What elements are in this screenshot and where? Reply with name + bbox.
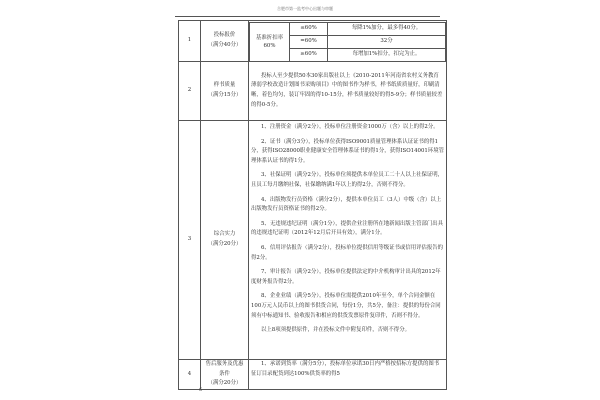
- bid-tier-row: [250, 22, 446, 35]
- row-index: 2: [179, 62, 201, 121]
- criterion-name: 投标报价: [213, 32, 236, 39]
- detail-paragraph: 6、信用评估报告（满分2分），投标单位提供信用等级证书或信用评估报告的得2分。: [251, 244, 444, 261]
- criterion-score: （满分20分）: [207, 241, 242, 247]
- detail-paragraph: 7、审计报告（满分2分），投标单位提供法定的中介机构审计出具的2012年度财务报告得2分。: [251, 269, 441, 285]
- criterion-name: 综合实力: [213, 231, 236, 238]
- detail-paragraph: 2、证书（满分3分），投标单位获得ISO9001质量管理体系认证证书的得1分，获得ISO28000职业健康安全管理体系证书的得1分，获得ISO14001环境管理体系认证书的得1分。: [251, 138, 444, 164]
- criterion-score: （满分15分）: [207, 92, 242, 98]
- row-detail: [249, 62, 447, 121]
- tier-rule: 每增加1%扣分，扣完为止。: [328, 48, 446, 61]
- table-row: [179, 62, 447, 121]
- page-number: 6: [199, 387, 203, 393]
- criterion-name: 样书质量: [213, 82, 236, 89]
- detail-paragraph: 4、出版物发行员资格（满分2分），提供本单位员工（3人）中级（含）以上出版物发行员资格证书的得2分。: [251, 196, 442, 213]
- header-rule: [175, 16, 440, 17]
- row-index: 4: [179, 360, 201, 390]
- row-detail: [249, 121, 447, 360]
- row-index: 3: [179, 121, 201, 360]
- tier-rule: 每降1%加分，最多得40分。: [328, 22, 446, 35]
- table-row: [179, 21, 447, 62]
- detail-paragraph: 5、无违规违纪证明（满分1分），提供企业注册所在地新闻出版主管部门出具的违规违纪证明（2012年12月后开具有效），满分1分。: [251, 220, 444, 237]
- detail-paragraph: 3、社保证明（满分2分），投标单位须提供本单位员工二十人以上社保证明，且员工每月缴纳社保，社保缴纳满1年以上的得2分，否则不得分。: [251, 172, 444, 188]
- detail-paragraph: 1、承诺到货率（满分5分），投标单位承诺30日内严格按招标方提供的图书征订目录配货到达100%供货率的得5: [251, 361, 440, 377]
- row-criterion: [201, 121, 249, 360]
- tier-condition: ≥60%: [290, 48, 328, 61]
- tier-rule: 32分: [328, 35, 446, 48]
- row-index: 1: [179, 21, 201, 62]
- row-criterion: [201, 62, 249, 121]
- table-row: [179, 121, 447, 360]
- discount-label: 基准折扣率60%: [250, 22, 290, 61]
- row-detail: [249, 21, 447, 62]
- row-criterion: [201, 21, 249, 62]
- tier-condition: ≤60%: [290, 22, 328, 35]
- criterion-score: （满分40分）: [207, 42, 242, 48]
- row-detail: [249, 360, 447, 390]
- bid-price-grid: [249, 22, 446, 61]
- table-row: [179, 360, 447, 390]
- detail-paragraph: 8、企业业绩（满分5分），投标单位需提供2010年至今，单个合同金额在100万元人民币以上的图书供货合同，每份1分，共5分，备注：提供的每份合同须有中标通知书、验收报告和相应的供货发票原件复印件，否则不得分。: [251, 293, 441, 319]
- detail-paragraph: 1、注册资金（满分2分），投标单位注册资金1000万（含）以上的得2分。: [261, 124, 439, 130]
- criterion-score: （满分20分）: [207, 380, 242, 387]
- row-criterion: [201, 360, 249, 390]
- detail-paragraph: 以上8项须提供原件，并在投标文件中附复印件，否则不得分。: [261, 327, 410, 334]
- page-header: 合肥市第一监考中心出题与审题: [277, 6, 333, 11]
- criterion-name: 售后服务及优惠条件: [205, 361, 244, 377]
- scoring-table: [178, 20, 447, 390]
- tier-condition: =60%: [290, 35, 328, 48]
- detail-paragraph: 投标人至少提供50本30家出版社以上《2010-2011年河南省农村义务教育薄弱学校改造计划图书采购项目》中的图书作为样书，样书纸质质量好，印刷清晰，着色均匀，装订牢固的得10-15分，样书质量较好的得5-9分；样书质量较差的得0-5分。: [251, 72, 443, 108]
